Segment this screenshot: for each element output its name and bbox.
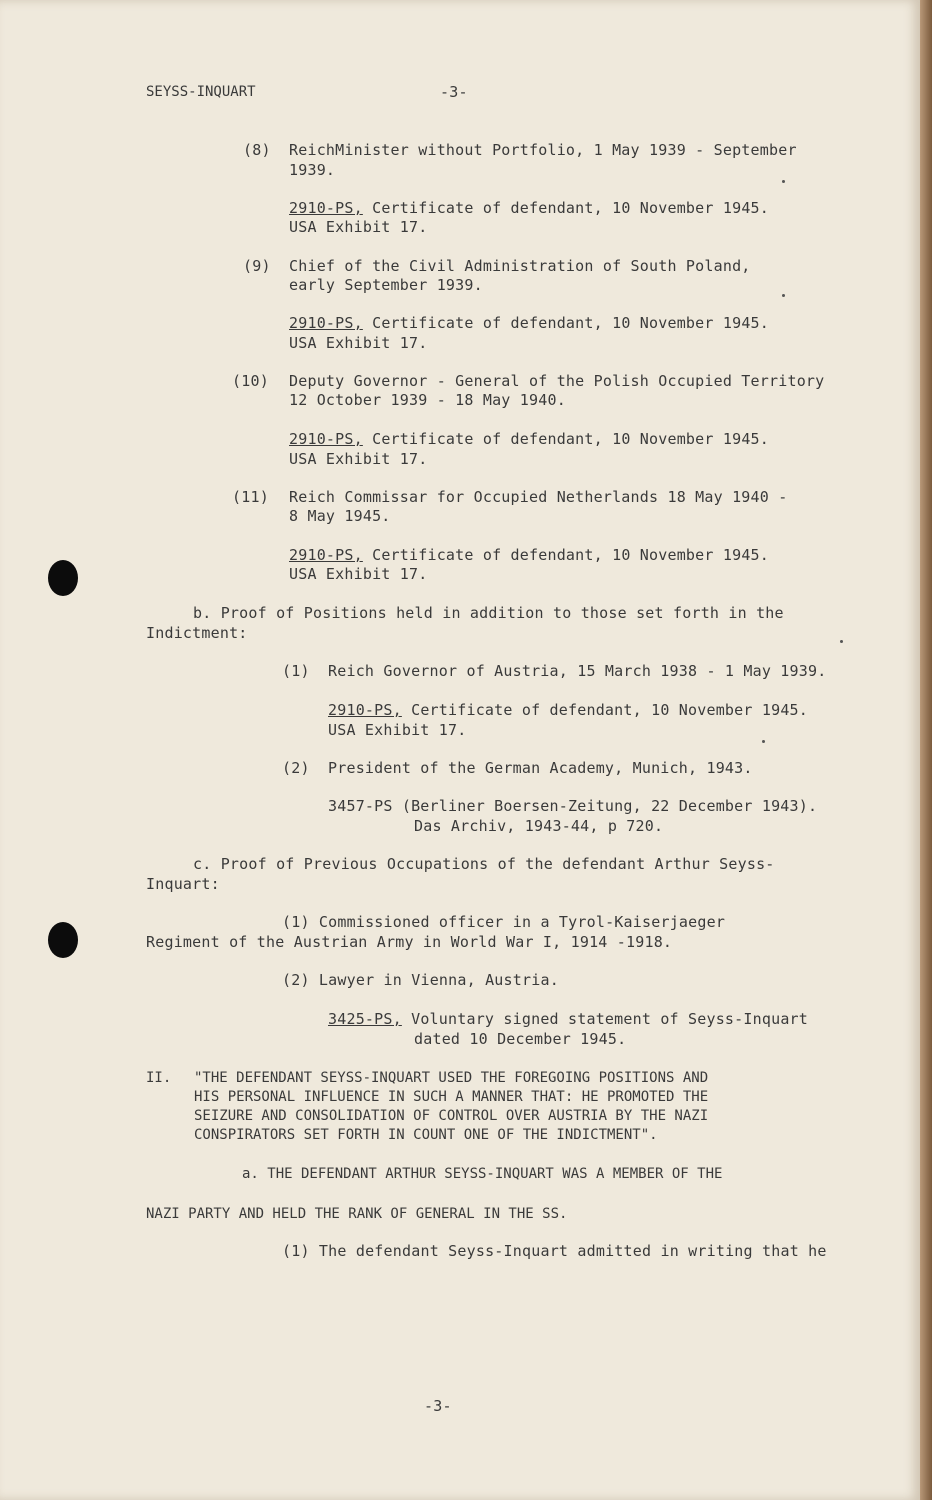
item-8-line-2: 1939.: [289, 161, 336, 179]
b1-text: Reich Governor of Austria, 15 March 1938 - 1 May 1939.: [328, 662, 827, 680]
section-b-heading-line-2: Indictment:: [146, 624, 248, 642]
b2-reference-2: Das Archiv, 1943-44, p 720.: [414, 817, 664, 835]
b2-text: President of the German Academy, Munich, 1943.: [328, 759, 753, 777]
item-9-exhibit: USA Exhibit 17.: [289, 334, 428, 352]
item-10-ref-id: 2910-PS,: [289, 430, 363, 448]
item-9-number: (9): [243, 257, 271, 275]
section-ii-a-1-text: (1) The defendant Seyss-Inquart admitted in writing that he: [282, 1242, 827, 1260]
punch-hole-lower: [48, 922, 78, 958]
b1-ref-id: 2910-PS,: [328, 701, 402, 719]
c2-text: (2) Lawyer in Vienna, Austria.: [282, 971, 559, 989]
item-8-reference: [289, 198, 769, 218]
b1-reference: [328, 700, 808, 720]
item-9-line-2: early September 1939.: [289, 276, 483, 294]
item-8-exhibit: USA Exhibit 17.: [289, 218, 428, 236]
b2-number: (2): [282, 759, 310, 777]
section-ii-line-2: HIS PERSONAL INFLUENCE IN SUCH A MANNER THAT: HE PROMOTED THE: [194, 1089, 709, 1105]
item-11-ref-text: Certificate of defendant, 10 November 1945.: [362, 546, 770, 564]
item-10-exhibit: USA Exhibit 17.: [289, 450, 428, 468]
section-c-heading-line-2: Inquart:: [146, 875, 220, 893]
item-11-ref-id: 2910-PS,: [289, 546, 363, 564]
c1-line-1: (1) Commissioned officer in a Tyrol-Kaiserjaeger: [282, 913, 726, 931]
stray-mark: [782, 294, 785, 297]
item-8-ref-id: 2910-PS,: [289, 199, 363, 217]
item-11-line-1: Reich Commissar for Occupied Netherlands 18 May 1940 -: [289, 488, 788, 506]
item-9-ref-text: Certificate of defendant, 10 November 1945.: [362, 314, 770, 332]
item-11-line-2: 8 May 1945.: [289, 507, 391, 525]
item-8-line-1: ReichMinister without Portfolio, 1 May 1939 - September: [289, 141, 797, 159]
c-ref-id: 3425-PS,: [328, 1010, 402, 1028]
item-11-reference: [289, 545, 769, 565]
section-ii-a-line-1: a. THE DEFENDANT ARTHUR SEYSS-INQUART WAS A MEMBER OF THE: [242, 1166, 723, 1182]
stray-mark: [782, 180, 785, 183]
c-ref-text: Voluntary signed statement of Seyss-Inquart: [401, 1010, 809, 1028]
section-ii-line-1: "THE DEFENDANT SEYSS-INQUART USED THE FOREGOING POSITIONS AND: [194, 1070, 709, 1086]
item-9-reference: [289, 313, 769, 333]
c-reference-2: dated 10 December 1945.: [414, 1030, 627, 1048]
b1-exhibit: USA Exhibit 17.: [328, 721, 467, 739]
item-8-number: (8): [243, 141, 271, 159]
section-ii-a-line-2: NAZI PARTY AND HELD THE RANK OF GENERAL IN THE SS.: [146, 1206, 568, 1222]
footer-page-number: -3-: [424, 1397, 452, 1415]
header-page-number: -3-: [440, 83, 468, 101]
section-b-heading-line-1: b. Proof of Positions held in addition to those set forth in the: [193, 604, 784, 622]
item-10-reference: [289, 429, 769, 449]
section-ii-line-3: SEIZURE AND CONSOLIDATION OF CONTROL OVER AUSTRIA BY THE NAZI: [194, 1108, 709, 1124]
item-10-number: (10): [232, 372, 269, 390]
item-10-line-2: 12 October 1939 - 18 May 1940.: [289, 391, 566, 409]
item-9-ref-id: 2910-PS,: [289, 314, 363, 332]
page-edge: [920, 0, 932, 1500]
item-8-ref-text: Certificate of defendant, 10 November 1945.: [362, 199, 770, 217]
punch-hole-upper: [48, 560, 78, 596]
c-reference: [328, 1009, 808, 1029]
section-ii-line-4: CONSPIRATORS SET FORTH IN COUNT ONE OF THE INDICTMENT".: [194, 1127, 658, 1143]
item-9-line-1: Chief of the Civil Administration of South Poland,: [289, 257, 751, 275]
header-name: SEYSS-INQUART: [146, 84, 256, 100]
b1-number: (1): [282, 662, 310, 680]
section-c-heading-line-1: c. Proof of Previous Occupations of the defendant Arthur Seyss-: [193, 855, 775, 873]
item-10-line-1: Deputy Governor - General of the Polish Occupied Territory: [289, 372, 825, 390]
stray-mark: [762, 740, 765, 743]
section-ii-number: II.: [146, 1070, 172, 1086]
b2-reference-1: 3457-PS (Berliner Boersen-Zeitung, 22 December 1943).: [328, 797, 818, 815]
b1-ref-text: Certificate of defendant, 10 November 1945.: [401, 701, 809, 719]
item-10-ref-text: Certificate of defendant, 10 November 1945.: [362, 430, 770, 448]
item-11-exhibit: USA Exhibit 17.: [289, 565, 428, 583]
item-11-number: (11): [232, 488, 269, 506]
stray-mark: [840, 640, 843, 643]
c1-line-2: Regiment of the Austrian Army in World War I, 1914 -1918.: [146, 933, 673, 951]
